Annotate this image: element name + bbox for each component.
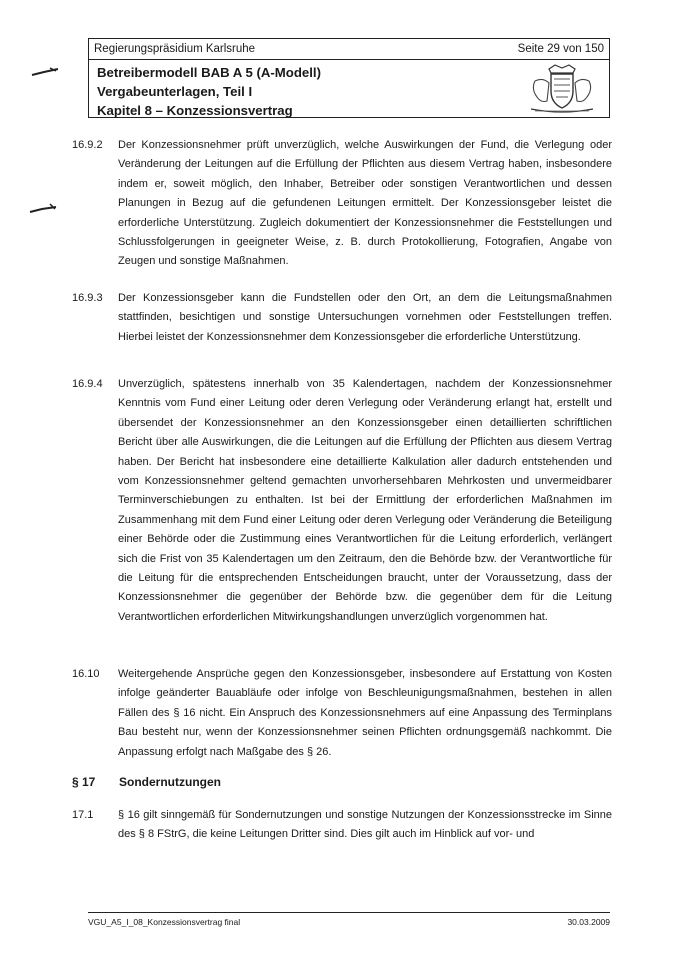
clause-text: Der Konzessionsgeber kann die Fundstellen oder den Ort, an dem die Leitungsmaßnahmen stattfinden, besichtigen und sonstige Untersuchungen vornehmen oder Feststellungen treffen. Hierbei leistet der Konzessionsnehmer dem Konzessionsgeber die erforderliche Unterstützung. (118, 292, 612, 343)
header-top-row (89, 39, 609, 60)
margin-pen-mark (28, 203, 58, 215)
clause-number: 17.1 (72, 809, 94, 821)
page-number: Seite 29 von 150 (517, 43, 604, 55)
header-title-line: Betreibermodell BAB A 5 (A-Modell) (97, 65, 321, 80)
coat-of-arms-icon (527, 63, 597, 115)
clause-text: § 16 gilt sinngemäß für Sondernutzungen und sonstige Nutzungen der Konzessionsstrecke im Sinne des § 8 FStrG, die keine Leitungen Dritter sind. Dies gilt auch im Hinblick auf vor- und (118, 809, 612, 841)
header-title-line: Vergabeunterlagen, Teil I (97, 84, 253, 99)
footer-date: 30.03.2009 (567, 917, 610, 927)
clause-text: Der Konzessionsnehmer prüft unverzüglich, welche Auswirkungen der Fund, die Verlegung oder Veränderung der Leitungen auf die Erfüllung der Pflichten aus diesem Vertrag haben, insbesondere indem er, soweit möglich, den Inhaber, Betreiber oder sonstigen Verantwortlichen und dessen Planungen in Bezug auf die gefundenen Leitungen ermittelt. Der Konzessionsgeber leistet die erforderliche Unterstützung. Zugleich dokumentiert der Konzessionsnehmer die Feststellungen und Schlussfolgerungen in geeigneter Weise, z. B. durch Protokollierung, Fotografien, Angabe von Zeugen und sonstige Maßnahmen. (118, 139, 612, 268)
clause-number: 16.9.3 (72, 292, 103, 304)
clause-text: Weitergehende Ansprüche gegen den Konzessionsgeber, insbesondere auf Erstattung von Kosten infolge geänderter Bauabläufe oder infolge von Beschleunigungsmaßnahmen, bestehen in allen Fällen des § 16 nicht. Ein Anspruch des Konzessionsnehmers auf eine Anpassung des Terminplans Bau besteht nur, wenn der Konzessionsnehmer seinen Pflichten ordnungsgemäß nachkommt. Die Anpassung erfolgt nach Maßgabe des § 26. (118, 668, 612, 758)
page-header (88, 38, 610, 118)
section-heading (72, 775, 221, 789)
footer-filename: VGU_A5_I_08_Konzessionsvertrag final (88, 917, 241, 927)
clause-text: Unverzüglich, spätestens innerhalb von 35 Kalendertagen, nachdem der Konzessionsnehmer Kenntnis vom Fund einer Leitung oder deren Verlegung oder Veränderung erlangt hat, erstellt und übersendet der Konzessionsnehmer an den Konzessionsgeber einen detaillierten schriftlichen Bericht über alle Auswirkungen, die die Leitungen auf die Erfüllung der Pflichten aus diesem Vertrag haben. Der Bericht hat insbesondere eine detaillierte Kalkulation aller dadurch entstehenden und vom Konzessionsnehmer geltend gemachten unvorhersehbaren Mehrkosten und unvermeidbarer Terminverschiebungen zu enthalten. Ist bei der Ermittlung der erforderlichen Maßnahmen im Zusammenhang mit dem Fund einer Leitung oder deren Verlegung oder Veränderung die Beteiligung einer Behörde oder die Zustimmung eines Verantwortlichen für die Leitung erforderlich, verlängert sich die Frist von 35 Kalendertagen um den Zeitraum, den die Behörde bzw. der Verantwortliche für die Leitung für die entsprechenden Entscheidungen braucht, unter der Voraussetzung, dass der Konzessionsnehmer die gegenüber der Behörde bzw. die gegenüber dem für die Leitung Verantwortlichen erforderlichen Mitwirkungshandlungen unverzüglich vorgenommen hat. (118, 378, 612, 623)
section-number: § 17 (72, 775, 96, 789)
clause-number: 16.9.4 (72, 378, 103, 390)
margin-pen-mark (30, 66, 60, 78)
section-title: Sondernutzungen (119, 775, 221, 789)
authority-name: Regierungspräsidium Karlsruhe (94, 43, 256, 55)
page-footer (88, 912, 610, 927)
header-title-block (89, 60, 609, 123)
clause-number: 16.9.2 (72, 139, 103, 151)
header-title-line: Kapitel 8 – Konzessionsvertrag (97, 103, 293, 118)
clause-number: 16.10 (72, 668, 100, 680)
